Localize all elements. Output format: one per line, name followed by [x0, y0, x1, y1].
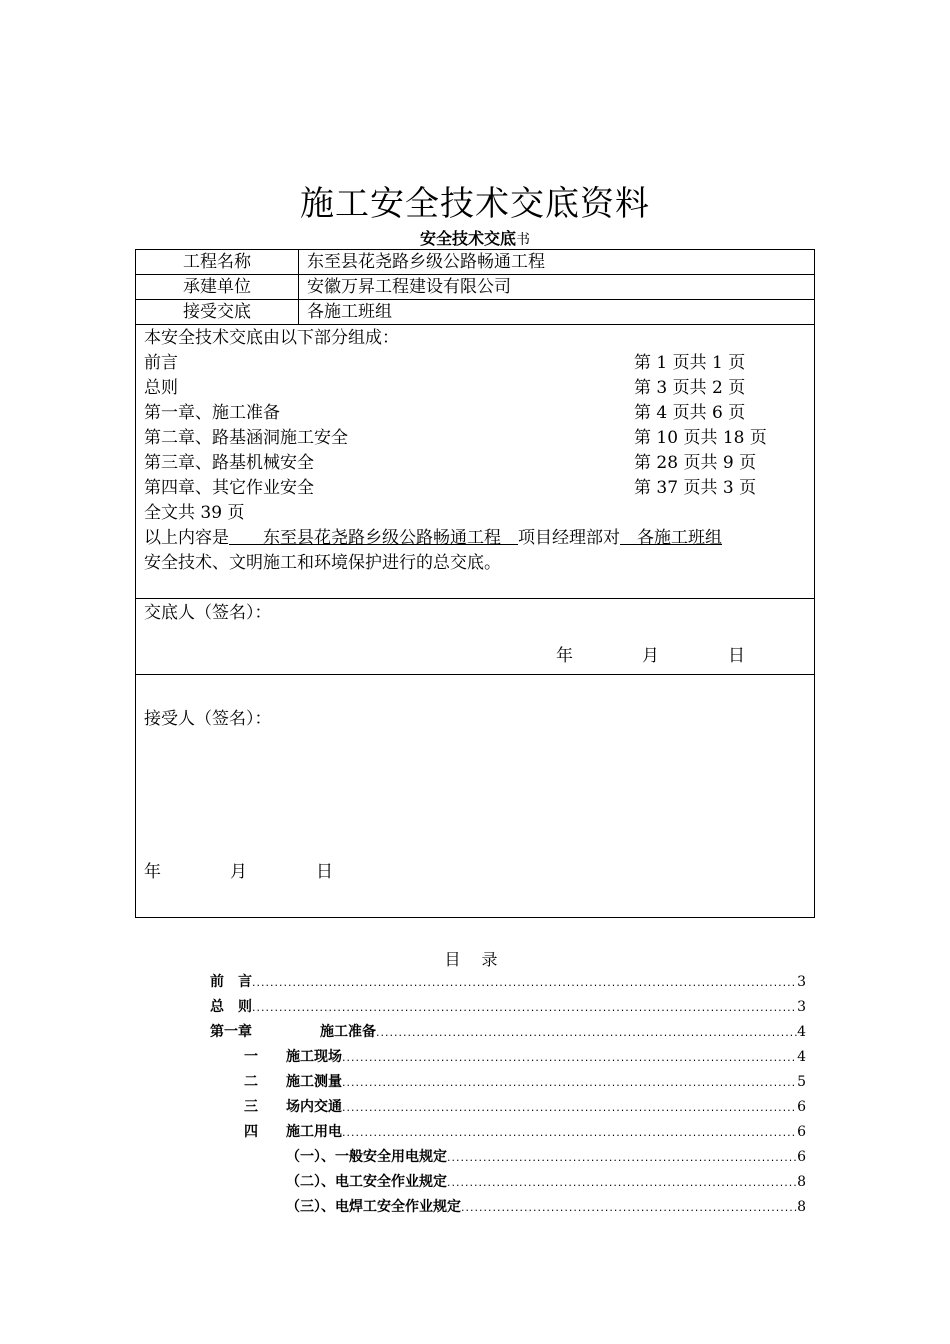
statement-suffix: 安全技术、文明施工和环境保护进行的总交底。 — [144, 553, 501, 573]
document-title: 施工安全技术交底资料 — [300, 184, 650, 224]
toc-entry[interactable] — [210, 1120, 806, 1145]
toc-entry[interactable] — [210, 1095, 806, 1120]
toc-entry-name — [210, 1020, 376, 1045]
receiver-date-day: 日 — [316, 862, 333, 882]
total-pages: 全文共 39 页 — [144, 503, 245, 523]
toc-entry-number: 总 则 — [210, 999, 252, 1015]
toc-entry-name — [244, 1095, 342, 1120]
toc-entry-page: 3 — [797, 974, 806, 990]
part-pages: 第 37 页共 3 页 — [634, 478, 757, 498]
toc-leader-dots — [342, 1120, 797, 1145]
issuer-date-day: 日 — [728, 646, 745, 666]
statement-team: 各施工班组 — [620, 528, 722, 548]
part-name: 总则 — [144, 378, 178, 398]
statement-line — [144, 526, 806, 551]
form-subtitle-main: 安全技术交底 — [419, 229, 516, 248]
contractor-label: 承建单位 — [136, 275, 299, 300]
toc-leader-dots — [252, 995, 797, 1020]
form-row-content — [136, 325, 815, 599]
toc-entry-number: 二 — [244, 1074, 258, 1090]
toc-leader-dots — [342, 1045, 797, 1070]
receiver-value: 各施工班组 — [299, 300, 815, 325]
receiver-signature-label: 接受人（签名）： — [144, 709, 272, 729]
toc-leader-dots — [252, 970, 797, 995]
form-row-receiver — [136, 300, 815, 325]
toc-entry-name — [244, 1045, 342, 1070]
issuer-date-year: 年 — [556, 646, 573, 666]
toc-entry-page: 3 — [797, 999, 806, 1015]
safety-briefing-form — [135, 249, 815, 918]
toc-entry-page: 5 — [797, 1074, 806, 1090]
toc-entry-number: 三 — [244, 1099, 258, 1115]
part-name: 第四章、其它作业安全 — [144, 478, 314, 498]
toc-leader-dots — [461, 1195, 797, 1220]
toc-entry-number: 一 — [244, 1049, 258, 1065]
form-row-receiver-sign — [136, 675, 815, 918]
toc-entry-title: 施工现场 — [286, 1049, 342, 1065]
toc-leader-dots — [447, 1145, 797, 1170]
toc-entry-number: 四 — [244, 1124, 258, 1140]
toc-entry[interactable] — [210, 1020, 806, 1045]
part-line — [144, 401, 806, 426]
toc-leader-dots — [342, 1070, 797, 1095]
toc-title: 目 录 — [444, 950, 506, 969]
toc-entry[interactable] — [210, 1070, 806, 1095]
toc-leader-dots — [342, 1095, 797, 1120]
part-pages: 第 4 页共 6 页 — [634, 403, 746, 423]
toc-entry-title: 场内交通 — [286, 1099, 342, 1115]
content-intro: 本安全技术交底由以下部分组成： — [144, 328, 399, 348]
toc-entry-number: （三）、 — [286, 1199, 335, 1215]
toc-entry-number: （一）、 — [286, 1149, 335, 1165]
toc-entry-title: 电焊工安全作业规定 — [335, 1199, 461, 1215]
toc-entry-number: 前 言 — [210, 974, 252, 990]
form-row-issuer — [136, 599, 815, 675]
project-name-value: 东至县花尧路乡级公路畅通工程 — [299, 250, 815, 275]
toc-entry-page: 4 — [797, 1049, 806, 1065]
toc-entry[interactable] — [210, 1045, 806, 1070]
toc-entry-name — [286, 1145, 447, 1170]
toc-entry-name — [286, 1195, 461, 1220]
project-name-label: 工程名称 — [136, 250, 299, 275]
toc-entry-name — [286, 1170, 447, 1195]
toc-entry-title: 施工用电 — [286, 1124, 342, 1140]
receiver-date-year: 年 — [144, 862, 161, 882]
form-row-project — [136, 250, 815, 275]
statement-project: 东至县花尧路乡级公路畅通工程 — [229, 528, 518, 548]
issuer-signature-label: 交底人（签名）： — [144, 603, 272, 623]
toc-entry-number: 第一章 — [210, 1024, 252, 1040]
part-name: 第二章、路基涵洞施工安全 — [144, 428, 348, 448]
toc-entry[interactable] — [210, 995, 806, 1020]
part-line — [144, 451, 806, 476]
part-line — [144, 376, 806, 401]
part-name: 第一章、施工准备 — [144, 403, 280, 423]
toc-entry-page: 8 — [797, 1174, 806, 1190]
form-row-contractor — [136, 275, 815, 300]
form-subtitle — [0, 226, 950, 249]
part-pages: 第 10 页共 18 页 — [634, 428, 767, 448]
receiver-signature-cell — [136, 675, 815, 918]
toc-leader-dots — [376, 1020, 797, 1045]
toc-entry-number: （二）、 — [286, 1174, 335, 1190]
receiver-date-month: 月 — [230, 862, 247, 882]
part-name: 前言 — [144, 353, 178, 373]
toc-entry[interactable] — [210, 1170, 806, 1195]
toc-entry-page: 8 — [797, 1199, 806, 1215]
statement-middle: 项目经理部对 — [518, 528, 620, 548]
toc-entry[interactable] — [210, 1195, 806, 1220]
toc-entry-name — [244, 1120, 342, 1145]
contractor-value: 安徽万昇工程建设有限公司 — [299, 275, 815, 300]
part-line — [144, 351, 806, 376]
toc-entry-name — [244, 1070, 342, 1095]
toc-entry-title: 施工测量 — [286, 1074, 342, 1090]
toc-entry-title: 电工安全作业规定 — [335, 1174, 447, 1190]
issuer-signature-cell — [136, 599, 815, 675]
toc-entry-page: 6 — [797, 1149, 806, 1165]
receiver-date — [144, 857, 806, 882]
part-name: 第三章、路基机械安全 — [144, 453, 314, 473]
content-cell — [136, 325, 815, 599]
part-line — [144, 476, 806, 501]
statement-prefix: 以上内容是 — [144, 528, 229, 548]
toc-entry[interactable] — [210, 1145, 806, 1170]
part-line — [144, 426, 806, 451]
issuer-date-month: 月 — [642, 646, 659, 666]
toc-entry-page: 4 — [797, 1024, 806, 1040]
toc-entry[interactable] — [210, 970, 806, 995]
part-pages: 第 3 页共 2 页 — [634, 378, 746, 398]
receiver-label: 接受交底 — [136, 300, 299, 325]
toc-entry-title: 一般安全用电规定 — [335, 1149, 447, 1165]
part-pages: 第 28 页共 9 页 — [634, 453, 757, 473]
toc-leader-dots — [447, 1170, 797, 1195]
issuer-date — [144, 641, 806, 666]
form-subtitle-suffix: 书 — [516, 232, 530, 248]
toc-entry-page: 6 — [797, 1124, 806, 1140]
part-pages: 第 1 页共 1 页 — [634, 353, 746, 373]
toc-entry-name — [210, 995, 252, 1020]
toc-entry-page: 6 — [797, 1099, 806, 1115]
toc-entry-name — [210, 970, 252, 995]
toc-entry-title: 施工准备 — [320, 1024, 376, 1040]
table-of-contents — [210, 970, 806, 1220]
